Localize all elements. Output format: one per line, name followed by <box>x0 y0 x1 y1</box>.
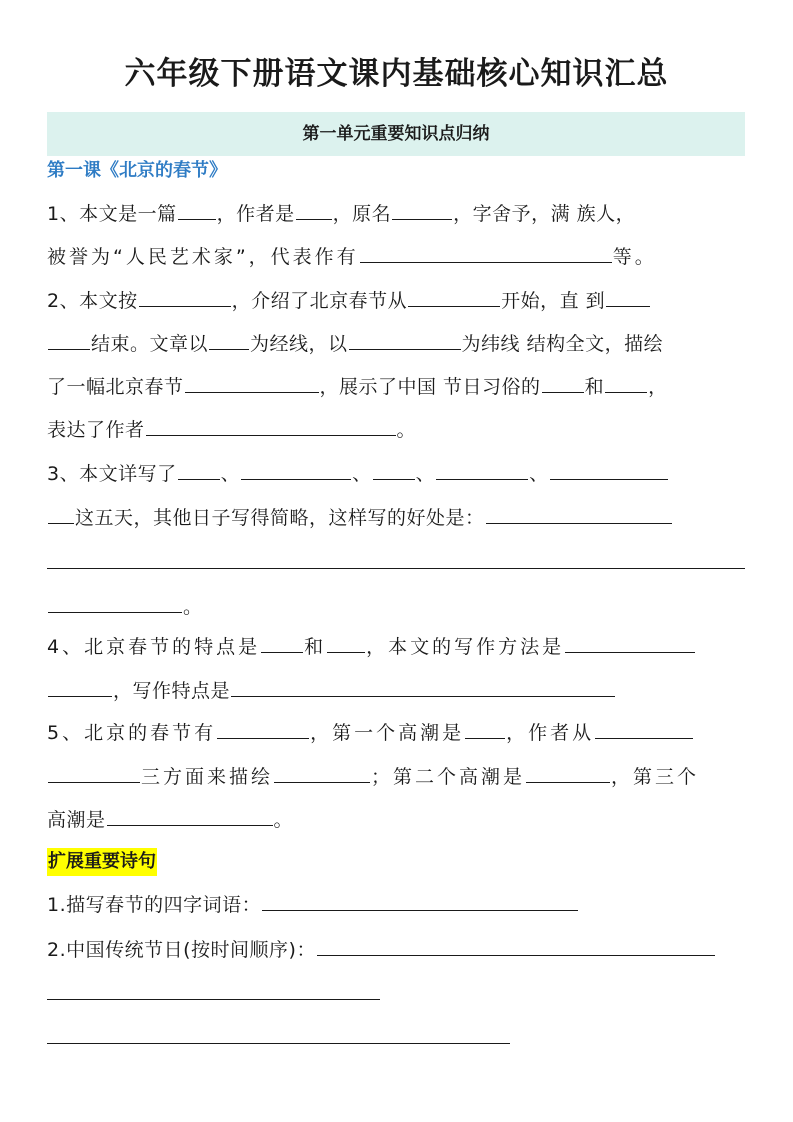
q3-line-3 <box>47 592 747 622</box>
q5-line-2 <box>47 762 747 792</box>
page-title: 六年级下册语文课内基础核心知识汇总 <box>124 56 669 92</box>
q1-text-b: ，作者是 <box>216 203 295 225</box>
blank[interactable] <box>241 459 351 480</box>
blank[interactable] <box>436 459 528 480</box>
q2-text-c: 开始，直 到 <box>501 290 606 312</box>
q2-text-e: 为经线，以 <box>250 333 348 355</box>
ext-text-2: 2.中国传统节日(按时间顺序)： <box>47 939 316 961</box>
blank[interactable] <box>185 372 319 393</box>
blank[interactable] <box>373 459 415 480</box>
q5-text-g: 高潮是 <box>47 809 106 831</box>
ext-text-1: 1.描写春节的四字词语： <box>47 894 262 916</box>
q2-line-3 <box>47 372 747 402</box>
blank[interactable] <box>146 415 396 436</box>
q1-text-a: 1、本文是一篇 <box>47 203 177 225</box>
q2-text-g: 了一幅北京春节 <box>47 376 184 398</box>
blank[interactable] <box>139 286 231 307</box>
q2-text-l: 。 <box>396 419 417 441</box>
q3-text-a: 3、本文详写了 <box>47 463 177 485</box>
section-heading: 扩展重要诗句 <box>47 848 157 876</box>
q5-text-h: 。 <box>273 809 294 831</box>
q3-sep: 、 <box>352 463 372 485</box>
q3-sep: 、 <box>529 463 549 485</box>
q4-text-a: 4、北京春节的特点是 <box>47 636 261 658</box>
q5-text-c: ，作者从 <box>506 722 595 744</box>
q3-sep: 、 <box>415 463 436 485</box>
q1-text-f: 等。 <box>612 246 657 268</box>
q2-text-j: ， <box>648 376 668 398</box>
blank[interactable] <box>465 718 505 739</box>
q5-text-e: ；第二个高潮是 <box>371 766 526 788</box>
q5-text-a: 5、北京的春节有 <box>47 722 217 744</box>
q4-line-2 <box>47 676 747 706</box>
q2-line-2 <box>47 329 747 359</box>
blank[interactable] <box>605 372 647 393</box>
q3-line-1 <box>47 459 747 489</box>
q1-text-d: ，字舍予，满 族人， <box>453 203 636 225</box>
q5-text-b: ，第一个高潮是 <box>310 722 465 744</box>
answer-line[interactable] <box>47 999 380 1000</box>
unit-banner: 第一单元重要知识点归纳 <box>47 112 745 156</box>
q4-text-d: ，写作特点是 <box>113 680 231 702</box>
blank[interactable] <box>262 890 578 911</box>
q3-text-b: 这五天，其他日子写得简略，这样写的好处是： <box>75 507 485 529</box>
blank[interactable] <box>296 199 332 220</box>
answer-line[interactable] <box>47 568 745 569</box>
q1-line-2 <box>47 242 747 272</box>
blank[interactable] <box>486 503 672 524</box>
q2-text-d: 结束。文章以 <box>91 333 209 355</box>
q5-text-f: ，第三个 <box>611 766 700 788</box>
q4-line-1 <box>47 632 747 662</box>
blank[interactable] <box>217 718 309 739</box>
blank[interactable] <box>48 503 74 524</box>
answer-line[interactable] <box>47 1043 510 1044</box>
blank[interactable] <box>542 372 584 393</box>
blank[interactable] <box>48 329 90 350</box>
blank[interactable] <box>360 242 612 263</box>
q5-text-d: 三方面来描绘 <box>141 766 274 788</box>
q3-sep: 、 <box>220 463 241 485</box>
blank[interactable] <box>408 286 500 307</box>
q5-line-1 <box>47 718 747 748</box>
blank[interactable] <box>327 632 365 653</box>
blank[interactable] <box>274 762 370 783</box>
ext-line-2 <box>47 935 747 965</box>
q2-line-1 <box>47 286 747 316</box>
q1-text-e: 被誉为“人民艺术家”，代表作有 <box>47 246 359 268</box>
blank[interactable] <box>261 632 303 653</box>
blank[interactable] <box>178 199 216 220</box>
q2-text-i: 和 <box>584 376 605 398</box>
blank[interactable] <box>48 676 112 697</box>
blank[interactable] <box>606 286 650 307</box>
q3-line-2 <box>47 503 747 533</box>
q3-text-c: 。 <box>183 596 203 618</box>
blank[interactable] <box>595 718 693 739</box>
ext-line-1 <box>47 890 747 920</box>
blank[interactable] <box>48 592 182 613</box>
q2-text-b: ，介绍了北京春节从 <box>231 290 408 312</box>
q2-text-k: 表达了作者 <box>47 419 145 441</box>
blank[interactable] <box>231 676 615 697</box>
blank[interactable] <box>349 329 461 350</box>
q5-line-3 <box>47 805 747 835</box>
blank[interactable] <box>550 459 668 480</box>
blank[interactable] <box>178 459 220 480</box>
blank[interactable] <box>209 329 249 350</box>
blank[interactable] <box>107 805 273 826</box>
blank[interactable] <box>526 762 610 783</box>
q1-line-1 <box>47 199 747 229</box>
blank[interactable] <box>48 762 140 783</box>
blank[interactable] <box>565 632 695 653</box>
q2-text-h: ，展示了中国 节日习俗的 <box>319 376 541 398</box>
q4-text-c: ，本文的写作方法是 <box>366 636 565 658</box>
q1-text-c: ，原名 <box>332 203 392 225</box>
q2-text-f: 为纬线 结构全文，描绘 <box>461 333 664 355</box>
q2-text-a: 2、本文按 <box>47 290 138 312</box>
q4-text-b: 和 <box>304 636 327 658</box>
blank[interactable] <box>392 199 452 220</box>
lesson-title: 第一课《北京的春节》 <box>47 160 227 181</box>
q2-line-4 <box>47 415 747 445</box>
blank[interactable] <box>317 935 715 956</box>
